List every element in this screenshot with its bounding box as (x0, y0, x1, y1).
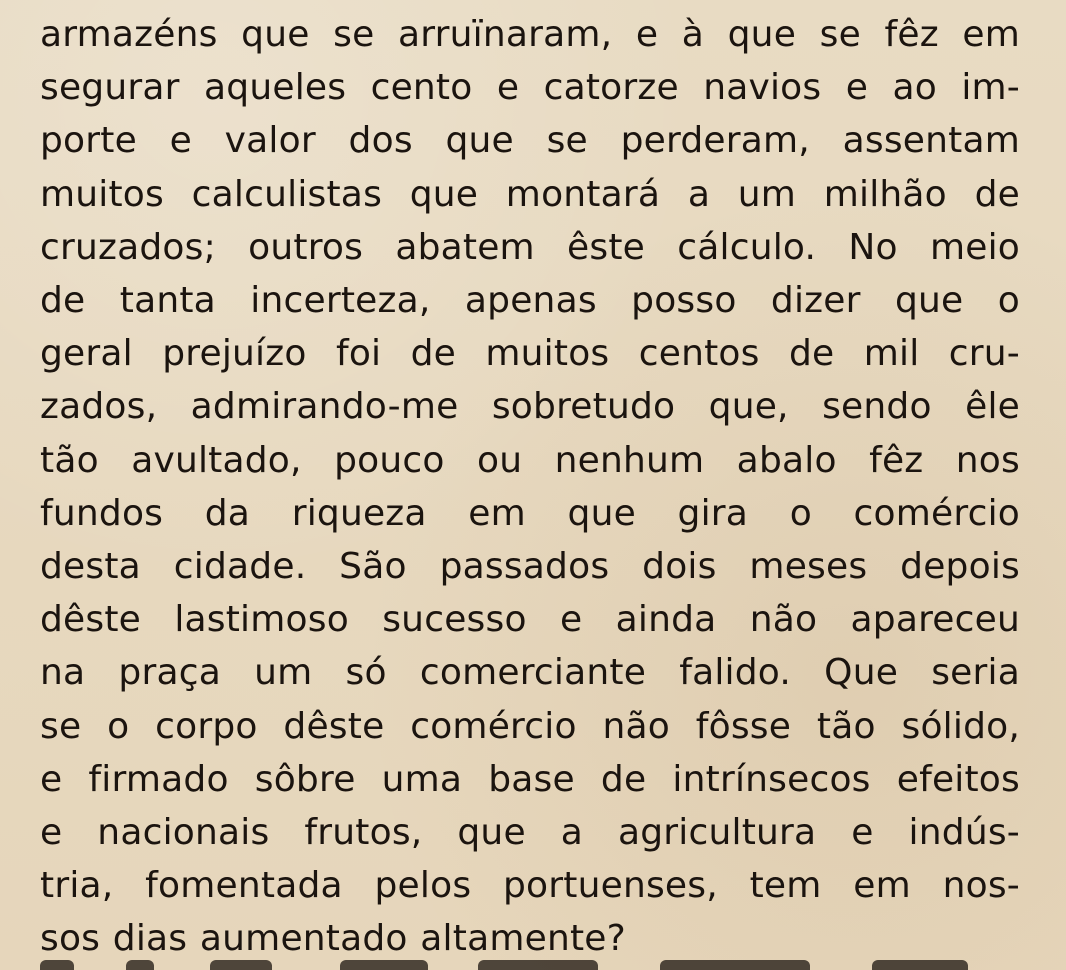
body-text (40, 8, 1020, 966)
text-line: desta cidade. São passados dois meses depois (40, 546, 1020, 588)
text-line: muitos calculistas que montará a um milhão de (40, 173, 1020, 215)
text-line: porte e valor dos que se perderam, assentam (40, 120, 1020, 162)
text-line: e firmado sôbre uma base de intrínsecos efeitos (40, 758, 1020, 800)
text-line: fundos da riqueza em que gira o comércio (40, 492, 1020, 534)
text-line: de tanta incerteza, apenas posso dizer que o (40, 280, 1020, 322)
text-line: zados, admirando-me sobretudo que, sendo êle (40, 386, 1020, 428)
text-line: segurar aqueles cento e catorze navios e ao im- (40, 67, 1020, 109)
text-line: sos dias aumentado altamente? (40, 918, 626, 960)
text-line: dêste lastimoso sucesso e ainda não apareceu (40, 599, 1020, 641)
text-line: tão avultado, pouco ou nenhum abalo fêz nos (40, 439, 1020, 481)
text-line: na praça um só comerciante falido. Que seria (40, 652, 1020, 694)
text-line: armazéns que se arruïnaram, e à que se fêz em (40, 14, 1020, 55)
text-line: se o corpo dêste comércio não fôsse tão sólido, (40, 705, 1020, 747)
text-line: e nacionais frutos, que a agricultura e indús- (40, 812, 1020, 854)
text-line: tria, fomentada pelos portuenses, tem em nos- (40, 865, 1020, 907)
text-line: geral prejuízo foi de muitos centos de mil cru- (40, 333, 1020, 375)
text-line: cruzados; outros abatem êste cálculo. No meio (40, 226, 1020, 268)
